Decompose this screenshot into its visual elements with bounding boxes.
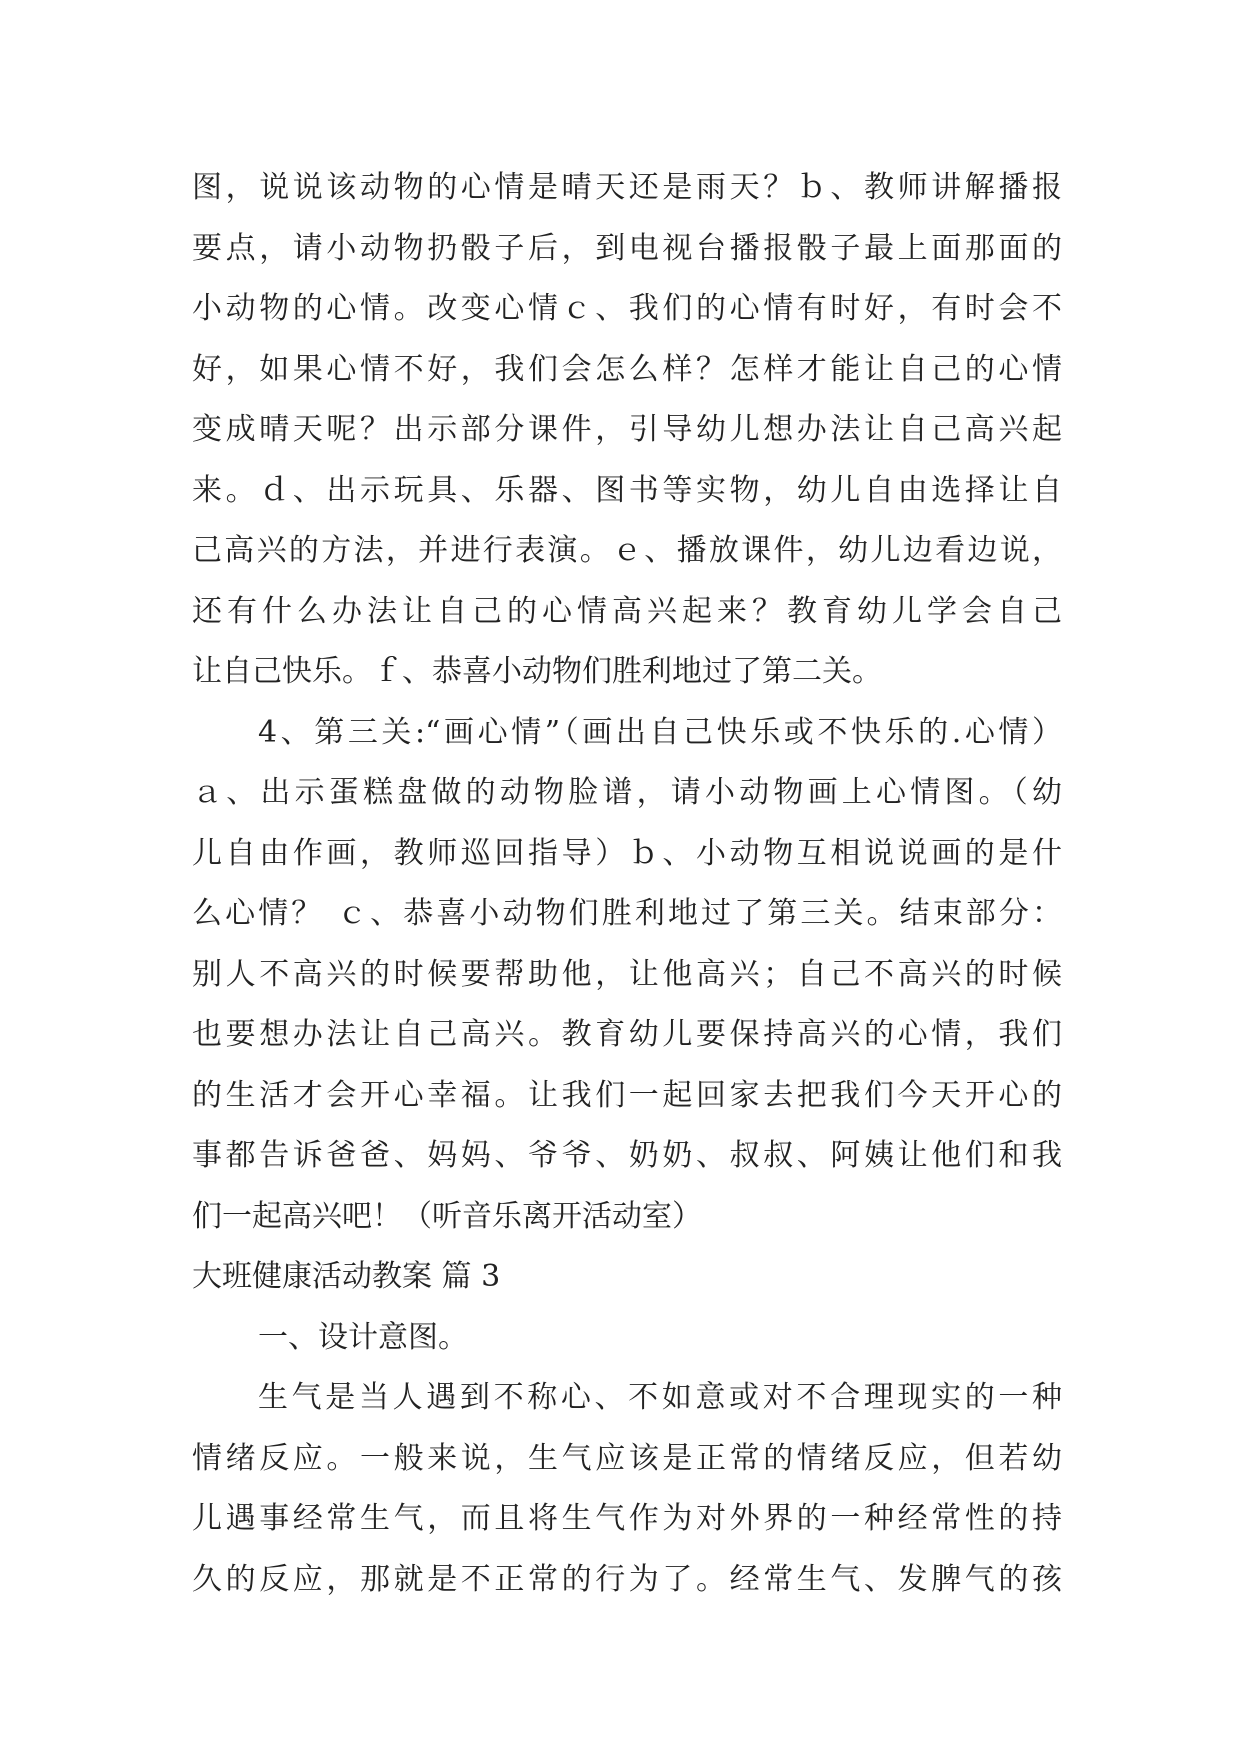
text-line: 儿遇事经常生气，而且将生气作为对外界的一种经常性的持: [192, 1501, 1062, 1536]
text-line: 么心情？ ｃ、恭喜小动物们胜利地过了第三关。结束部分：: [192, 896, 1062, 931]
text-line: 让自己快乐。ｆ、恭喜小动物们胜利地过了第二关。: [192, 654, 882, 689]
text-line: 别人不高兴的时候要帮助他，让他高兴；自己不高兴的时候: [192, 956, 1062, 992]
section-heading: 大班健康活动教案 篇 3: [192, 1259, 501, 1294]
text-line: 4、第三关:“画心情”（画出自己快乐或不快乐的.心情）: [258, 714, 1062, 750]
text-line: 己高兴的方法，并进行表演。ｅ、播放课件，幼儿边看边说，: [192, 533, 1062, 568]
text-line: 久的反应，那就是不正常的行为了。经常生气、发脾气的孩: [192, 1561, 1062, 1597]
text-line: 生气是当人遇到不称心、不如意或对不合理现实的一种: [258, 1380, 1062, 1415]
subsection-heading: 一、设计意图。: [258, 1319, 468, 1355]
text-line: 还有什么办法让自己的心情高兴起来？教育幼儿学会自己: [192, 593, 1062, 629]
text-line: 们一起高兴吧！（听音乐离开活动室）: [192, 1198, 702, 1234]
text-line: 图，说说该动物的心情是晴天还是雨天？ｂ、教师讲解播报: [192, 170, 1062, 205]
text-line: 要点，请小动物扔骰子后，到电视台播报骰子最上面那面的: [192, 230, 1062, 266]
text-line: 情绪反应。一般来说，生气应该是正常的情绪反应，但若幼: [192, 1440, 1062, 1476]
text-line: ａ、出示蛋糕盘做的动物脸谱，请小动物画上心情图。（幼: [192, 775, 1062, 810]
text-line: 的生活才会开心幸福。让我们一起回家去把我们今天开心的: [192, 1077, 1062, 1113]
text-line: 变成晴天呢？出示部分课件，引导幼儿想办法让自己高兴起: [192, 412, 1062, 447]
text-line: 事都告诉爸爸、妈妈、爷爷、奶奶、叔叔、阿姨让他们和我: [192, 1138, 1062, 1173]
text-line: 也要想办法让自己高兴。教育幼儿要保持高兴的心情，我们: [192, 1017, 1062, 1052]
text-line: 来。ｄ、出示玩具、乐器、图书等实物，幼儿自由选择让自: [192, 472, 1062, 508]
text-line: 小动物的心情。改变心情ｃ、我们的心情有时好，有时会不: [192, 291, 1062, 326]
text-line: 好，如果心情不好，我们会怎么样？怎样才能让自己的心情: [192, 351, 1062, 387]
document-body: [192, 158, 1062, 1610]
text-line: 儿自由作画，教师巡回指导）ｂ、小动物互相说说画的是什: [192, 835, 1062, 871]
